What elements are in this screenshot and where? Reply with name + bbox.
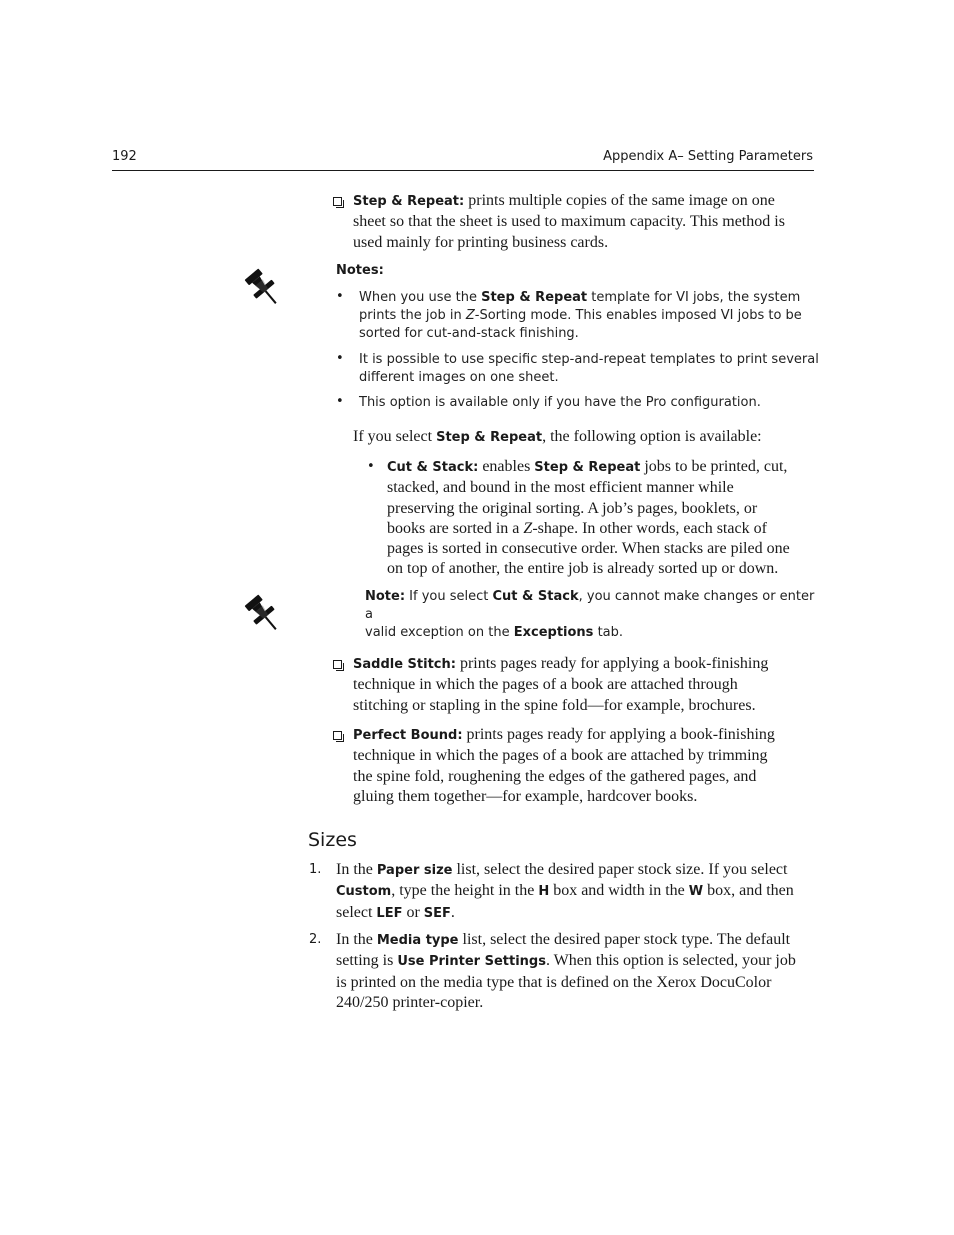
step-repeat-term: Step & Repeat: [353,194,465,209]
pushpin-note-icon [240,266,286,310]
page-number: 192 [112,149,137,164]
notes-item-1: When you use the Step & Repeat template for VI jobs, the system prints the job in Z-Sorting mode. This enables imposed VI jobs to be sorted for cut-and-stack finishing. [359,290,802,341]
step-number: 1. [309,862,322,877]
checkbox-bullet-icon [333,660,342,669]
notes-item-2: It is possible to use specific step-and-repeat templates to print several different images on one sheet. [359,352,819,385]
perfect-bound-paragraph: Perfect Bound: prints pages ready for applying a book-finishing technique in which the pages of a book are attached by trimming the spine fold, roughening the edges of the gathered pages, and gluing them together—for example, hardcover books. [353,726,775,805]
if-select-sentence: If you select Step & Repeat, the following option is available: [353,428,762,445]
sizes-heading: Sizes [308,829,357,851]
bullet-dot: • [336,394,344,409]
step-repeat-line-2: sheet so that the sheet is used to maximum capacity. This method is [353,213,785,231]
running-header-title: Appendix A– Setting Parameters [603,149,813,164]
bullet-dot: • [336,351,344,366]
sizes-step-1: In the Paper size list, select the desired paper stock size. If you select Custom, type the height in the H box and width in the W box, and then select LEF or SEF. [336,861,794,921]
step-number: 2. [309,932,322,947]
cut-stack-note: Note: If you select Cut & Stack, you cannot make changes or enter a valid exception on the Exceptions tab. [365,589,815,640]
saddle-stitch-paragraph: Saddle Stitch: prints pages ready for applying a book-finishing technique in which the pages of a book are attached through stitching or stapling in the spine fold—for example, brochures. [353,655,769,714]
step-repeat-line-3: used mainly for printing business cards. [353,233,609,251]
bullet-dot: • [367,459,375,474]
bullet-dot: • [336,289,344,304]
sizes-step-2: In the Media type list, select the desired paper stock type. The default setting is Use Printer Settings. When this option is selected, your job is printed on the media type that is defined on the Xerox DocuColor 240/250 printer-copier. [336,931,796,1011]
header-rule [112,170,814,171]
checkbox-bullet-icon [333,731,342,740]
step-repeat-paragraph [353,191,823,253]
notes-title: Notes: [336,263,384,278]
checkbox-bullet-icon [333,197,342,206]
pushpin-note-icon [240,592,286,636]
cut-stack-paragraph: Cut & Stack: enables Step & Repeat jobs to be printed, cut, stacked, and bound in the most efficient manner while preserving the original sorting. A job’s pages, booklets, or books are sorted in a Z-shape. In other words, each stack of pages is sorted in consecutive order. When stacks are piled one on top of another, the entire job is already sorted up or down. [387,458,790,578]
step-repeat-text: prints multiple copies of the same image on one [464,192,775,209]
notes-item-3: This option is available only if you have the Pro configuration. [359,395,761,410]
